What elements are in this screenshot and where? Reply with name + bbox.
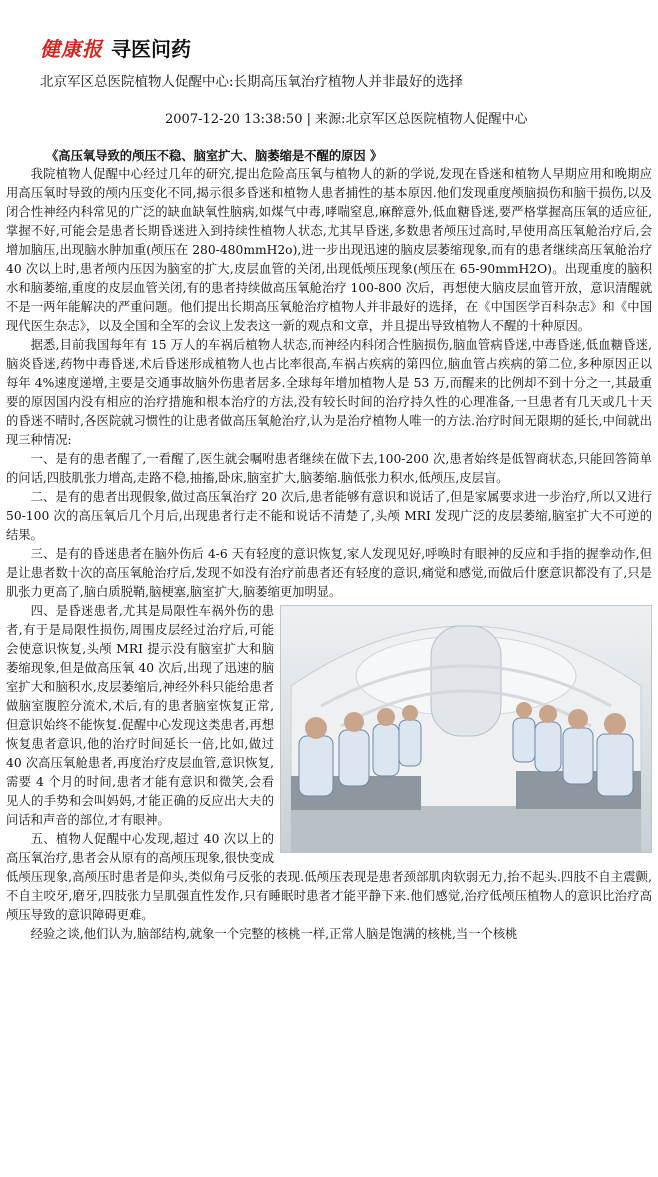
chamber-illustration [281, 606, 651, 852]
paragraph: 二、是有的患者出现假象,做过高压氧治疗 20 次后,患者能够有意识和说话了,但是家属要求进一步治疗,所以又进行 50-100 次的高压氧后几个月后,出现患者行走不能和说话不清楚了,头颅 MRI 发现广泛的皮层萎缩,脑室扩大不可逆的结果。 [6, 490, 652, 542]
paragraph: 我院植物人促醒中心经过几年的研究,提出危险高压氧与植物人的新的学说,发现在昏迷和植物人早期应用和晚期应用高压氧时导致的颅内压变化不同,揭示很多昏迷和植物人患者捕性的基本原因.他们发现重度颅脑损伤和脑干损伤,以及闭合性神经内科常见的广泛的缺血缺氧性脑病,如煤气中毒,哮喘窒息,麻醉意外,低血糖昏迷,要严格掌握高压氧的适应征,掌握不好,可能会是患者长期昏迷进入到持续性植物人状态,尤其早昏迷,多数患者颅压过高时,早使用高压氧舱治疗后,会增加脑压,出现脑水肿加重(颅压在 280-480mmH2o),进一步出现迅速的脑皮层萎缩现象,而有的患者继续高压氧舱治疗 40 次以上时,患者颅内压因为脑室的扩大,皮层血管的关闭,出现低颅压现象(颅压在 65-90mmH2O)。出现重度的脑积水和脑萎缩,重度的皮层血管关闭,有的患者持续做高压氧舱治疗 100-800 次后，再想使大脑皮层血管开放，意识清醒就不是一两年能解决的严重问题。他们提出长期高压氧舱治疗植物人并非最好的选择，在《中国医学百科杂志》和《中国现代医生杂志》，以及全国和全军的会议上发表这一新的观点和文章，并且提出导致植物人不醒的十种原因。 [6, 167, 652, 333]
hyperbaric-chamber-photo [280, 605, 652, 853]
article-meta: 2007-12-20 13:38:50 | 来源:北京军区总医院植物人促醒中心 [165, 112, 528, 127]
paragraph: 四、是昏迷患者,尤其是局限性车祸外伤的患者,有于是局限性损伤,周围皮层经过治疗后,可能会使意识恢复,头颅 MRI 提示没有脑室扩大和脑萎缩现象,但是做高压氧 40 次后,出现了迅速的脑室扩大和脑积水,皮层萎缩后,神经外科只能给患者做脑室腹腔分流术,术后,有的患者脑室恢复正常,但意识始终不能恢复.促醒中心发现这类患者,再想恢复患者意识,他的治疗时间延长一倍,比如,做过 40 次高压氧舱患者,再度治疗皮层血管,意识恢复,需要 4 个月的时间,患者才能有意识和微笑,会看见人的手势和会叫妈妈,才能正确的反应出大夫的问话和声音的部位,才有眼神。 [6, 604, 274, 827]
paragraph: 经验之谈,他们认为,脑部结构,就象一个完整的核桃一样,正常人脑是饱满的核桃,当一个核桃 [30, 927, 518, 941]
paragraph: 五、植物人促醒中心发现,超过 40 次以上的高压氧治疗,患者会从原有的高颅压现象,很快变成低颅压现象,高颅压时患者是仰头,类似角弓反张的表现.低颅压表现是患者颈部肌肉软弱无力,抬不起头.四肢不自主震颤,不自主咬牙,磨牙,四肢张力呈肌强直性发作,只有睡眠时患者才能平静下来.他们感觉,治疗低颅压植物人的意识比治疗高颅压导致的意识障碍更难。 [6, 832, 652, 922]
section-title[interactable]: 寻医问药 [111, 36, 191, 61]
site-logo[interactable]: 健康报 [40, 36, 103, 61]
site-header [40, 32, 191, 62]
article-title: 北京军区总医院植物人促醒中心:长期高压氧治疗植物人并非最好的选择 [40, 74, 464, 90]
article-heading: 《高压氧导致的颅压不稳、脑室扩大、脑萎缩是不醒的原因 》 [46, 148, 383, 163]
paragraph: 一、是有的患者醒了,一看醒了,医生就会嘱咐患者继续在做下去,100-200 次,患者始终是低智商状态,只能回答简单的问话,四肢肌张力增高,走路不稳,抽搐,卧床,脑室扩大,脑萎缩.脑低张力积水,低颅压,皮层盲。 [6, 452, 652, 485]
paragraph: 据悉,目前我国每年有 15 万人的车祸后植物人状态,而神经内科闭合性脑损伤,脑血管病昏迷,中毒昏迷,低血糖昏迷,脑炎昏迷,药物中毒昏迷,术后昏迷形成植物人也占比率很高,车祸占疾病的第四位,脑血管占疾病的第二位,多种原因正以每年 4%速度递增,主要是交通事故脑外伤患者居多.全球每年增加植物人是 53 万,而醒来的比例却不到十分之一,其最重要的原因国内没有相应的治疗措施和根本治疗的方法,没有较长时间的治疗持久性的心理准备,一旦患者有几天或几十天的昏迷不晴时,各医院就习惯性的让患者做高压氧舱治疗,认为是治疗植物人唯一的方法.治疗时间无限期的延长,中间就出现三种情况: [6, 338, 652, 447]
article-body [6, 146, 652, 944]
paragraph: 三、是有的昏迷患者在脑外伤后 4-6 天有轻度的意识恢复,家人发现见好,呼唤时有眼神的反应和手指的握拳动作,但是让患者数十次的高压氧舱治疗后,发现不如没有治疗前患者还有轻度的意识,痛觉和感觉,而做后什麽意识都没有了,只是肌张力更高了,脑白质脱鞘,脑梗塞,脑室扩大,脑萎缩更加明显。 [6, 547, 652, 599]
